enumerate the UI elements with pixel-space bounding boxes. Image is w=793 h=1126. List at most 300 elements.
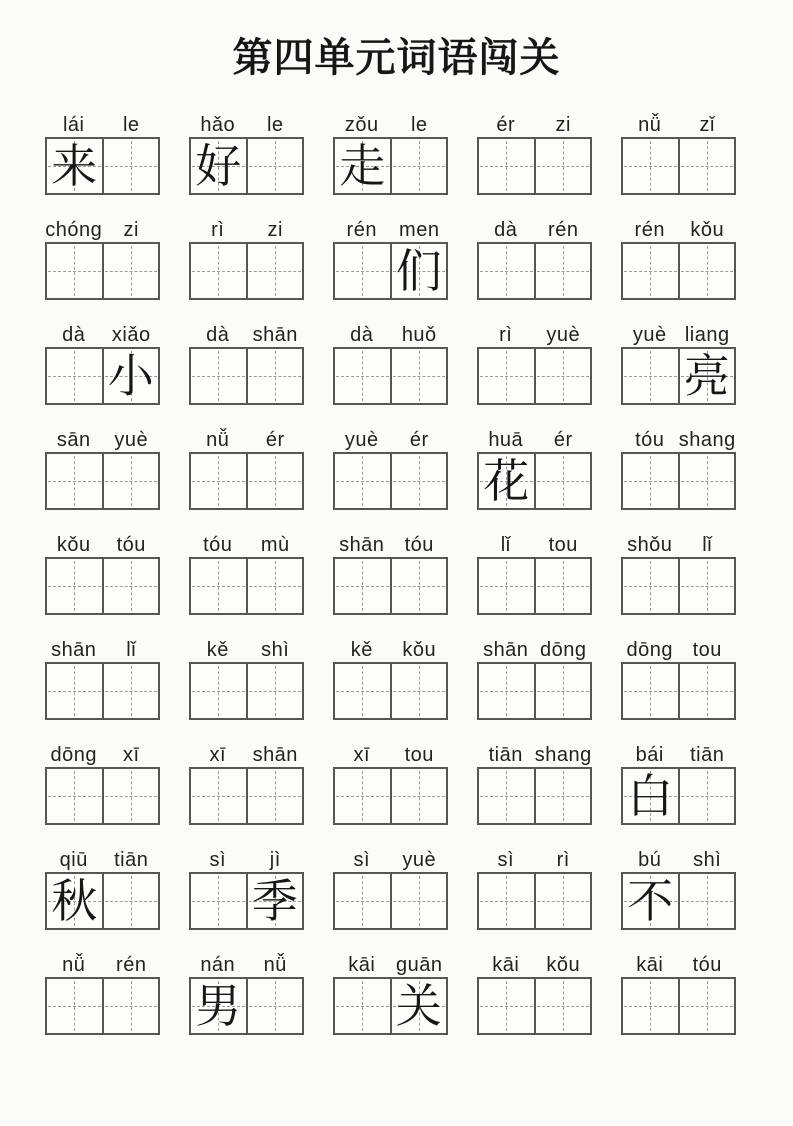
writing-cell — [678, 664, 735, 718]
writing-box — [477, 452, 592, 510]
horizontal-guide-line — [537, 166, 590, 167]
handwritten-character: 关 — [395, 979, 442, 1033]
pinyin-syllable: tiān — [114, 849, 149, 871]
writing-cell — [246, 349, 303, 403]
horizontal-guide-line — [480, 1006, 533, 1007]
writing-cell — [623, 559, 678, 613]
writing-box — [333, 137, 448, 195]
handwritten-character: 白 — [627, 769, 674, 823]
writing-cell — [678, 349, 735, 403]
horizontal-guide-line — [249, 796, 302, 797]
word-group — [621, 845, 736, 931]
horizontal-guide-line — [105, 271, 158, 272]
writing-cell — [479, 454, 534, 508]
pinyin-syllable: yuè — [546, 324, 581, 346]
horizontal-guide-line — [105, 796, 158, 797]
word-grid — [45, 110, 736, 1036]
horizontal-guide-line — [105, 586, 158, 587]
horizontal-guide-line — [336, 586, 389, 587]
writing-cell — [47, 769, 102, 823]
writing-cell — [246, 244, 303, 298]
pinyin-label — [45, 845, 160, 872]
pinyin-label — [477, 110, 592, 137]
pinyin-syllable: sān — [56, 429, 91, 451]
writing-cell — [47, 349, 102, 403]
horizontal-guide-line — [192, 1006, 245, 1007]
horizontal-guide-line — [624, 796, 677, 797]
writing-box — [621, 977, 736, 1035]
pinyin-syllable: liang — [684, 324, 730, 346]
writing-cell — [678, 769, 735, 823]
writing-cell — [623, 139, 678, 193]
horizontal-guide-line — [393, 1006, 446, 1007]
horizontal-guide-line — [681, 691, 734, 692]
writing-cell — [102, 979, 159, 1033]
horizontal-guide-line — [537, 796, 590, 797]
horizontal-guide-line — [249, 901, 302, 902]
pinyin-label — [189, 635, 304, 662]
writing-cell — [390, 244, 447, 298]
writing-cell — [246, 769, 303, 823]
worksheet-title: 第四单元词语闯关 — [232, 36, 561, 80]
writing-cell — [102, 559, 159, 613]
horizontal-guide-line — [48, 166, 101, 167]
writing-box — [477, 137, 592, 195]
pinyin-syllable: ér — [553, 429, 573, 451]
horizontal-guide-line — [393, 376, 446, 377]
horizontal-guide-line — [537, 376, 590, 377]
horizontal-guide-line — [681, 481, 734, 482]
horizontal-guide-line — [249, 1006, 302, 1007]
horizontal-guide-line — [48, 901, 101, 902]
word-group — [477, 215, 592, 301]
horizontal-guide-line — [681, 796, 734, 797]
pinyin-label — [621, 740, 736, 767]
pinyin-syllable: lǐ — [500, 534, 511, 556]
horizontal-guide-line — [105, 691, 158, 692]
pinyin-label — [477, 845, 592, 872]
writing-box — [621, 452, 736, 510]
writing-cell — [335, 454, 390, 508]
handwritten-character: 花 — [483, 454, 530, 508]
horizontal-guide-line — [48, 376, 101, 377]
word-group — [45, 320, 160, 406]
word-group — [45, 530, 160, 616]
writing-box — [189, 347, 304, 405]
word-group — [621, 950, 736, 1036]
writing-cell — [191, 874, 246, 928]
pinyin-syllable: zi — [267, 219, 283, 241]
horizontal-guide-line — [480, 166, 533, 167]
pinyin-syllable: chóng — [45, 219, 103, 241]
word-group — [333, 845, 448, 931]
pinyin-syllable: yuè — [344, 429, 379, 451]
handwritten-character: 走 — [339, 139, 386, 193]
horizontal-guide-line — [336, 901, 389, 902]
pinyin-syllable: nǚ — [263, 954, 287, 976]
writing-cell — [479, 139, 534, 193]
horizontal-guide-line — [681, 1006, 734, 1007]
pinyin-syllable: kǒu — [690, 219, 725, 241]
writing-cell — [102, 139, 159, 193]
writing-box — [621, 557, 736, 615]
writing-box — [621, 347, 736, 405]
writing-cell — [246, 559, 303, 613]
pinyin-syllable: kāi — [348, 954, 376, 976]
writing-cell — [534, 244, 591, 298]
word-row-3 — [45, 320, 736, 406]
pinyin-syllable: xī — [353, 744, 371, 766]
writing-cell — [479, 979, 534, 1033]
horizontal-guide-line — [336, 796, 389, 797]
writing-box — [477, 977, 592, 1035]
pinyin-syllable: le — [410, 114, 428, 136]
pinyin-label — [477, 635, 592, 662]
word-group — [333, 740, 448, 826]
pinyin-label — [45, 950, 160, 977]
pinyin-syllable: jì — [269, 849, 281, 871]
pinyin-label — [189, 740, 304, 767]
handwritten-character: 不 — [627, 874, 674, 928]
word-row-9 — [45, 950, 736, 1036]
writing-box — [621, 137, 736, 195]
handwritten-character: 好 — [195, 139, 242, 193]
pinyin-label — [45, 320, 160, 347]
writing-cell — [246, 139, 303, 193]
horizontal-guide-line — [336, 691, 389, 692]
horizontal-guide-line — [249, 481, 302, 482]
pinyin-syllable: dà — [62, 324, 86, 346]
pinyin-label — [621, 110, 736, 137]
word-row-7 — [45, 740, 736, 826]
writing-cell — [47, 454, 102, 508]
writing-cell — [47, 139, 102, 193]
writing-cell — [479, 769, 534, 823]
writing-cell — [479, 664, 534, 718]
writing-cell — [246, 979, 303, 1033]
pinyin-label — [621, 950, 736, 977]
horizontal-guide-line — [249, 271, 302, 272]
word-group — [477, 740, 592, 826]
pinyin-syllable: le — [122, 114, 140, 136]
pinyin-label — [45, 530, 160, 557]
horizontal-guide-line — [192, 796, 245, 797]
pinyin-syllable: rì — [556, 849, 570, 871]
pinyin-label — [477, 215, 592, 242]
horizontal-guide-line — [249, 586, 302, 587]
pinyin-syllable: shǒu — [627, 534, 673, 556]
writing-cell — [678, 244, 735, 298]
horizontal-guide-line — [624, 691, 677, 692]
pinyin-syllable: zi — [555, 114, 571, 136]
writing-box — [333, 347, 448, 405]
word-group — [45, 740, 160, 826]
writing-cell — [678, 454, 735, 508]
word-group — [621, 530, 736, 616]
word-group — [45, 635, 160, 721]
pinyin-label — [621, 425, 736, 452]
pinyin-syllable: xī — [122, 744, 140, 766]
pinyin-syllable: bái — [635, 744, 664, 766]
writing-box — [45, 557, 160, 615]
word-group — [621, 110, 736, 196]
writing-cell — [534, 559, 591, 613]
word-group — [189, 215, 304, 301]
pinyin-syllable: mù — [260, 534, 290, 556]
horizontal-guide-line — [192, 376, 245, 377]
writing-cell — [335, 139, 390, 193]
pinyin-syllable: lǐ — [126, 639, 137, 661]
word-row-6 — [45, 635, 736, 721]
horizontal-guide-line — [480, 796, 533, 797]
word-group — [477, 950, 592, 1036]
horizontal-guide-line — [480, 271, 533, 272]
word-group — [189, 320, 304, 406]
pinyin-syllable: nǚ — [638, 114, 662, 136]
word-group — [45, 110, 160, 196]
writing-box — [477, 767, 592, 825]
writing-cell — [47, 559, 102, 613]
writing-box — [189, 662, 304, 720]
horizontal-guide-line — [48, 1006, 101, 1007]
writing-cell — [191, 559, 246, 613]
writing-cell — [390, 769, 447, 823]
writing-box — [189, 767, 304, 825]
writing-cell — [534, 664, 591, 718]
horizontal-guide-line — [105, 481, 158, 482]
word-group — [333, 950, 448, 1036]
pinyin-syllable: nǚ — [62, 954, 86, 976]
pinyin-label — [45, 425, 160, 452]
word-group — [477, 425, 592, 511]
pinyin-syllable: kě — [206, 639, 229, 661]
word-group — [477, 845, 592, 931]
writing-cell — [191, 664, 246, 718]
pinyin-syllable: rén — [346, 219, 377, 241]
writing-cell — [335, 559, 390, 613]
word-group — [333, 635, 448, 721]
pinyin-syllable: kǒu — [56, 534, 91, 556]
pinyin-syllable: tóu — [203, 534, 233, 556]
pinyin-syllable: rén — [548, 219, 579, 241]
writing-cell — [246, 664, 303, 718]
pinyin-syllable: shān — [51, 639, 97, 661]
pinyin-syllable: rén — [634, 219, 665, 241]
pinyin-label — [477, 950, 592, 977]
writing-cell — [479, 874, 534, 928]
pinyin-syllable: tóu — [692, 954, 722, 976]
pinyin-label — [189, 950, 304, 977]
pinyin-syllable: shang — [678, 429, 736, 451]
horizontal-guide-line — [537, 1006, 590, 1007]
word-group — [333, 320, 448, 406]
pinyin-syllable: kāi — [636, 954, 664, 976]
writing-cell — [534, 979, 591, 1033]
horizontal-guide-line — [681, 376, 734, 377]
horizontal-guide-line — [48, 271, 101, 272]
horizontal-guide-line — [336, 1006, 389, 1007]
writing-box — [333, 767, 448, 825]
pinyin-syllable: shì — [261, 639, 290, 661]
pinyin-syllable: dà — [350, 324, 374, 346]
writing-cell — [678, 139, 735, 193]
word-group — [333, 530, 448, 616]
writing-box — [45, 452, 160, 510]
word-group — [189, 110, 304, 196]
pinyin-syllable: dōng — [50, 744, 97, 766]
pinyin-syllable: shì — [693, 849, 722, 871]
pinyin-syllable: tóu — [116, 534, 146, 556]
writing-box — [189, 137, 304, 195]
horizontal-guide-line — [624, 586, 677, 587]
pinyin-syllable: lái — [62, 114, 85, 136]
writing-box — [477, 662, 592, 720]
pinyin-syllable: nǚ — [206, 429, 230, 451]
horizontal-guide-line — [624, 481, 677, 482]
horizontal-guide-line — [249, 691, 302, 692]
pinyin-syllable: zǒu — [344, 114, 379, 136]
word-group — [477, 320, 592, 406]
horizontal-guide-line — [537, 901, 590, 902]
writing-cell — [47, 244, 102, 298]
pinyin-label — [621, 320, 736, 347]
word-group — [333, 215, 448, 301]
horizontal-guide-line — [480, 586, 533, 587]
writing-box — [333, 452, 448, 510]
word-group — [621, 635, 736, 721]
pinyin-syllable: ér — [496, 114, 516, 136]
horizontal-guide-line — [249, 166, 302, 167]
pinyin-label — [45, 215, 160, 242]
pinyin-syllable: le — [266, 114, 284, 136]
horizontal-guide-line — [192, 586, 245, 587]
writing-box — [621, 662, 736, 720]
horizontal-guide-line — [192, 271, 245, 272]
writing-cell — [102, 769, 159, 823]
pinyin-syllable: kǒu — [402, 639, 437, 661]
writing-cell — [47, 874, 102, 928]
pinyin-label — [477, 740, 592, 767]
horizontal-guide-line — [105, 901, 158, 902]
word-group — [477, 110, 592, 196]
writing-cell — [534, 874, 591, 928]
pinyin-syllable: bú — [638, 849, 662, 871]
pinyin-syllable: lǐ — [702, 534, 713, 556]
word-group — [45, 845, 160, 931]
pinyin-syllable: rì — [499, 324, 513, 346]
word-group — [189, 740, 304, 826]
pinyin-syllable: xī — [209, 744, 227, 766]
writing-box — [45, 242, 160, 300]
writing-box — [333, 977, 448, 1035]
writing-cell — [390, 559, 447, 613]
pinyin-syllable: yuè — [402, 849, 437, 871]
writing-box — [333, 662, 448, 720]
writing-cell — [102, 874, 159, 928]
writing-box — [45, 977, 160, 1035]
word-group — [45, 425, 160, 511]
horizontal-guide-line — [624, 271, 677, 272]
pinyin-syllable: ér — [409, 429, 429, 451]
pinyin-syllable: kǒu — [546, 954, 581, 976]
writing-box — [45, 872, 160, 930]
writing-cell — [479, 559, 534, 613]
pinyin-syllable: ér — [265, 429, 285, 451]
word-row-2 — [45, 215, 736, 301]
writing-cell — [623, 454, 678, 508]
handwritten-character: 小 — [107, 349, 154, 403]
pinyin-syllable: dà — [206, 324, 230, 346]
writing-box — [45, 767, 160, 825]
horizontal-guide-line — [681, 271, 734, 272]
writing-cell — [47, 664, 102, 718]
horizontal-guide-line — [624, 1006, 677, 1007]
horizontal-guide-line — [48, 586, 101, 587]
writing-cell — [246, 454, 303, 508]
writing-cell — [534, 349, 591, 403]
writing-cell — [479, 244, 534, 298]
writing-box — [189, 977, 304, 1035]
writing-cell — [335, 349, 390, 403]
writing-cell — [47, 979, 102, 1033]
horizontal-guide-line — [192, 481, 245, 482]
writing-cell — [623, 769, 678, 823]
word-group — [189, 950, 304, 1036]
pinyin-syllable: sì — [353, 849, 371, 871]
horizontal-guide-line — [624, 901, 677, 902]
pinyin-syllable: dōng — [626, 639, 673, 661]
writing-cell — [102, 349, 159, 403]
handwritten-character: 们 — [395, 244, 442, 298]
writing-cell — [390, 349, 447, 403]
writing-box — [333, 242, 448, 300]
pinyin-syllable: tiān — [488, 744, 523, 766]
horizontal-guide-line — [192, 166, 245, 167]
pinyin-syllable: rì — [211, 219, 225, 241]
horizontal-guide-line — [48, 691, 101, 692]
horizontal-guide-line — [48, 796, 101, 797]
word-group — [189, 845, 304, 931]
writing-cell — [390, 664, 447, 718]
pinyin-label — [45, 635, 160, 662]
word-row-1 — [45, 110, 736, 196]
horizontal-guide-line — [480, 901, 533, 902]
pinyin-syllable: men — [399, 219, 440, 241]
writing-cell — [534, 139, 591, 193]
horizontal-guide-line — [336, 481, 389, 482]
writing-cell — [191, 139, 246, 193]
pinyin-label — [189, 845, 304, 872]
horizontal-guide-line — [480, 691, 533, 692]
writing-cell — [191, 979, 246, 1033]
pinyin-syllable: shān — [252, 744, 298, 766]
horizontal-guide-line — [393, 271, 446, 272]
pinyin-syllable: tou — [548, 534, 578, 556]
horizontal-guide-line — [249, 376, 302, 377]
writing-cell — [479, 349, 534, 403]
horizontal-guide-line — [393, 796, 446, 797]
pinyin-label — [477, 425, 592, 452]
horizontal-guide-line — [537, 691, 590, 692]
writing-box — [477, 347, 592, 405]
pinyin-label — [45, 740, 160, 767]
pinyin-syllable: guān — [396, 954, 443, 976]
word-group — [45, 950, 160, 1036]
pinyin-syllable: shān — [252, 324, 298, 346]
horizontal-guide-line — [105, 1006, 158, 1007]
pinyin-syllable: yuè — [632, 324, 667, 346]
pinyin-label — [477, 320, 592, 347]
